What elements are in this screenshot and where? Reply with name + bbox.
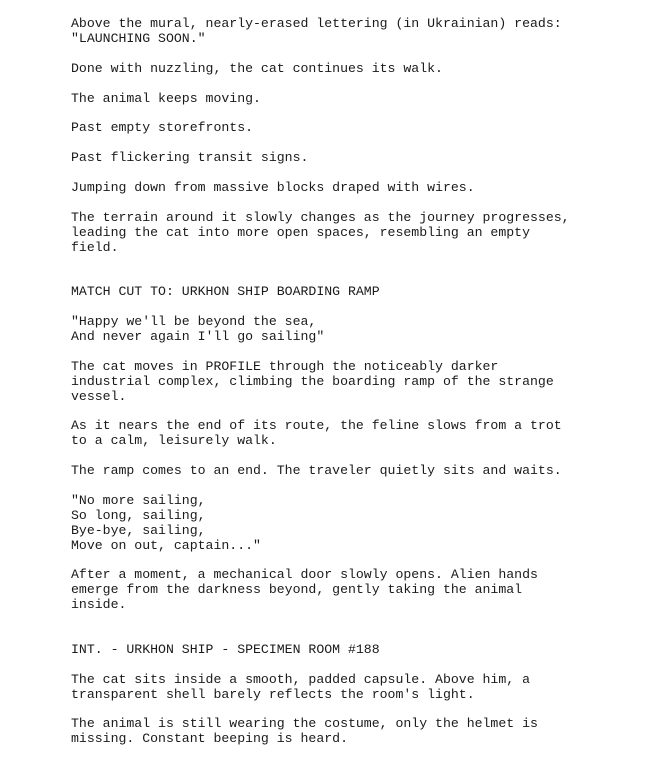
action-feline-slows: As it nears the end of its route, the feline slows from a trot to a calm, leisurely walk. xyxy=(71,418,562,449)
action-door-opens: After a moment, a mechanical door slowly opens. Alien hands emerge from the darkness beyond, gently taking the animal inside. xyxy=(71,567,538,613)
lyrics-no-more-sailing: "No more sailing, So long, sailing, Bye-bye, sailing, Move on out, captain..." xyxy=(71,492,261,553)
action-cat-continues-walk: Done with nuzzling, the cat continues its walk. xyxy=(71,60,443,76)
action-animal-keeps-moving: The animal keeps moving. xyxy=(71,90,261,106)
action-cat-in-capsule: The cat sits inside a smooth, padded capsule. Above him, a transparent shell barely reflects the room's light. xyxy=(71,671,530,702)
action-mural-lettering: Above the mural, nearly-erased lettering (in Ukrainian) reads: "LAUNCHING SOON." xyxy=(71,16,562,46)
lyrics-happy-beyond-sea: "Happy we'll be beyond the sea, And never again I'll go sailing" xyxy=(71,314,325,344)
action-terrain-changes: The terrain around it slowly changes as the journey progresses, leading the cat into more open spaces, resembling an empty field. xyxy=(71,209,570,255)
action-ramp-ends: The ramp comes to an end. The traveler quietly sits and waits. xyxy=(71,463,562,479)
action-past-transit-signs: Past flickering transit signs. xyxy=(71,150,309,166)
action-costume-beeping: The animal is still wearing the costume, only the helmet is missing. Constant beeping is heard. xyxy=(71,716,538,747)
transition-match-cut: MATCH CUT TO: URKHON SHIP BOARDING RAMP xyxy=(71,284,380,300)
action-cat-profile-ramp: The cat moves in PROFILE through the noticeably darker industrial complex, climbing the boarding ramp of the strange vessel. xyxy=(71,358,554,404)
action-jumping-down-blocks: Jumping down from massive blocks draped with wires. xyxy=(71,179,475,195)
action-past-storefronts: Past empty storefronts. xyxy=(71,120,254,136)
screenplay-page xyxy=(71,17,651,762)
scene-heading-specimen-room: INT. - URKHON SHIP - SPECIMEN ROOM #188 xyxy=(71,641,380,657)
